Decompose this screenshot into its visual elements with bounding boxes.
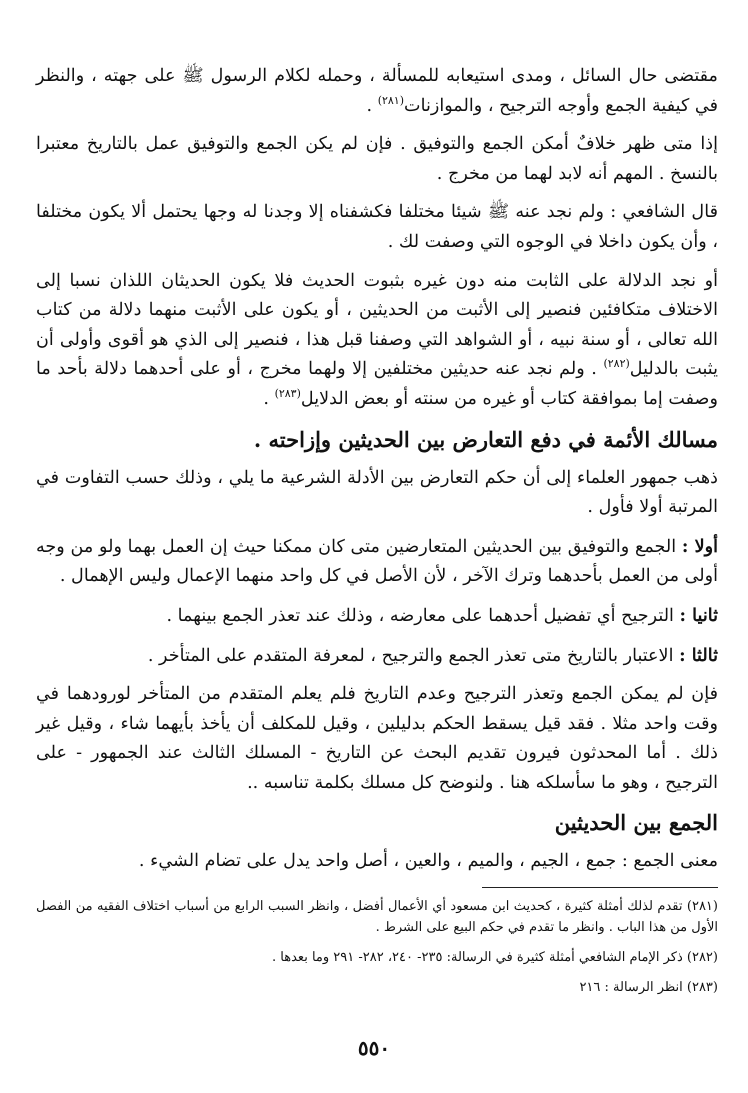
footnotes <box>36 896 718 998</box>
paragraph-harmonize: إذا متى ظهر خلافٌ أمكن الجمع والتوفيق . فإن لم يكن الجمع والتوفيق عمل بالتاريخ معتبرا بالنسخ . المهم أنه لابد لهما من مخرج . <box>36 134 718 184</box>
main-text <box>36 62 718 877</box>
footnote-ref: (٢٨٣) <box>274 387 301 401</box>
paragraph-evidence <box>36 267 718 415</box>
paragraph-shafii-quote: قال الشافعي : ولم نجد عنه ﷺ شيئا مختلفا فكشفناه إلا وجدنا له وجها يحتمل ألا يكون مختلفا ، وأن يكون داخلا في الوجوه التي وصفت لك . <box>36 202 718 252</box>
paragraph-end: . <box>263 388 275 409</box>
list-text: الاعتبار بالتاريخ متى تعذر الجمع والترجيح ، لمعرفة المتقدم على المتأخر . <box>147 645 680 666</box>
section-heading-methods: مسالك الأئمة في دفع التعارض بين الحديثين وإزاحته . <box>253 426 718 452</box>
footnote-283: (٢٨٣) انظر الرسالة : ٢١٦ <box>579 980 718 996</box>
paragraph-end: . <box>366 95 378 116</box>
list-label: ثالثا : <box>679 644 718 666</box>
list-item-second <box>36 601 718 632</box>
list-text: الجمع والتوفيق بين الحديثين المتعارضين متى كان ممكنا حيث إن العمل بهما ولو من وجه أولى من العمل بأحدهما وترك الآخر ، لأن الأصل في كل واحد منهما الإعمال وليس الإهمال . <box>36 536 718 587</box>
footnote-ref: (٢٨١) <box>377 93 405 107</box>
footnote-divider <box>482 887 718 888</box>
footnote-282: (٢٨٢) ذكر الإمام الشافعي أمثلة كثيرة في الرسالة: ٢٣٥- ٢٤٠، ٢٨٢- ٢٩١ وما بعدها . <box>272 950 718 966</box>
page-number: ٥٥٠ <box>357 1036 391 1060</box>
list-item-third <box>36 641 718 672</box>
paragraph-text: أو نجد الدلالة على الثابت منه دون غيره بثبوت الحديث فلا يكون الحديثان اللذان نسبا إلى الاختلاف متكافئين فنصير إلى الأثبت من الحديثين ، أو يكون على الأثبت منهما دلالة من كتاب الله تعالى ، أو سنة نبيه ، أو الشواهد التي وصفنا قبل هذا ، فنصير إلى الذي هو أقوى وأولى أن يثبت بالدليل <box>36 270 719 380</box>
paragraph-text: مقتضى حال السائل ، ومدى استيعابه للمسألة ، وحمله لكلام الرسول ﷺ على جهته ، والنظر في كيفية الجمع وأوجه الترجيح ، والموازنات <box>36 66 718 116</box>
list-label: ثانيا : <box>679 604 718 626</box>
list-text: الترجيح أي تفضيل أحدهما على معارضه ، وذلك عند تعذر الجمع بينهما . <box>166 605 680 626</box>
list-label: أولا : <box>681 535 718 557</box>
paragraph-definition: معنى الجمع : جمع ، الجيم ، والميم ، والعين ، أصل واحد يدل على تضام الشيء . <box>138 851 718 872</box>
footnote-281: (٢٨١) تقدم لذلك أمثلة كثيرة ، كحديث ابن مسعود أي الأعمال أفضل ، وانظر السبب الرابع من أسباب اختلاف الفقيه من الفصل الأول من هذا الباب . وانظر ما تقدم في حكم البيع على الشرط . <box>36 899 718 936</box>
footnote-ref: (٢٨٢) <box>603 357 630 371</box>
list-item-first <box>36 532 718 592</box>
paragraph-intro <box>36 62 718 121</box>
paragraph-no-harmonize: فإن لم يمكن الجمع وتعذر الترجيح وعدم التاريخ فلم يعلم المتقدم من المتأخر لورودهما في وقت واحد مثلا . فقد قيل يسقط الحكم بدليلين ، وقيل للمكلف أن يأخذ بأيهما شاء ، وقيل غير ذلك . أما المحدثون فيرون تقديم البحث عن التاريخ - المسلك الثالث عند الجمهور - على الترجيح ، وهو ما سأسلكه هنا . ولنوضح كل مسلك بكلمة تناسبه .. <box>36 684 718 793</box>
section-heading-jam: الجمع بين الحديثين <box>554 810 718 836</box>
paragraph-text: . ولم نجد عنه حديثين مختلفين إلا ولهما مخرج ، أو على أحدهما دلالة بأحد ما وصفت إما بموافقة كتاب أو غيره من سنته أو بعض الدلايل <box>36 359 718 409</box>
paragraph-majority: ذهب جمهور العلماء إلى أن حكم التعارض بين الأدلة الشرعية ما يلي ، وذلك حسب التفاوت في المرتبة أولا فأول . <box>36 467 718 518</box>
